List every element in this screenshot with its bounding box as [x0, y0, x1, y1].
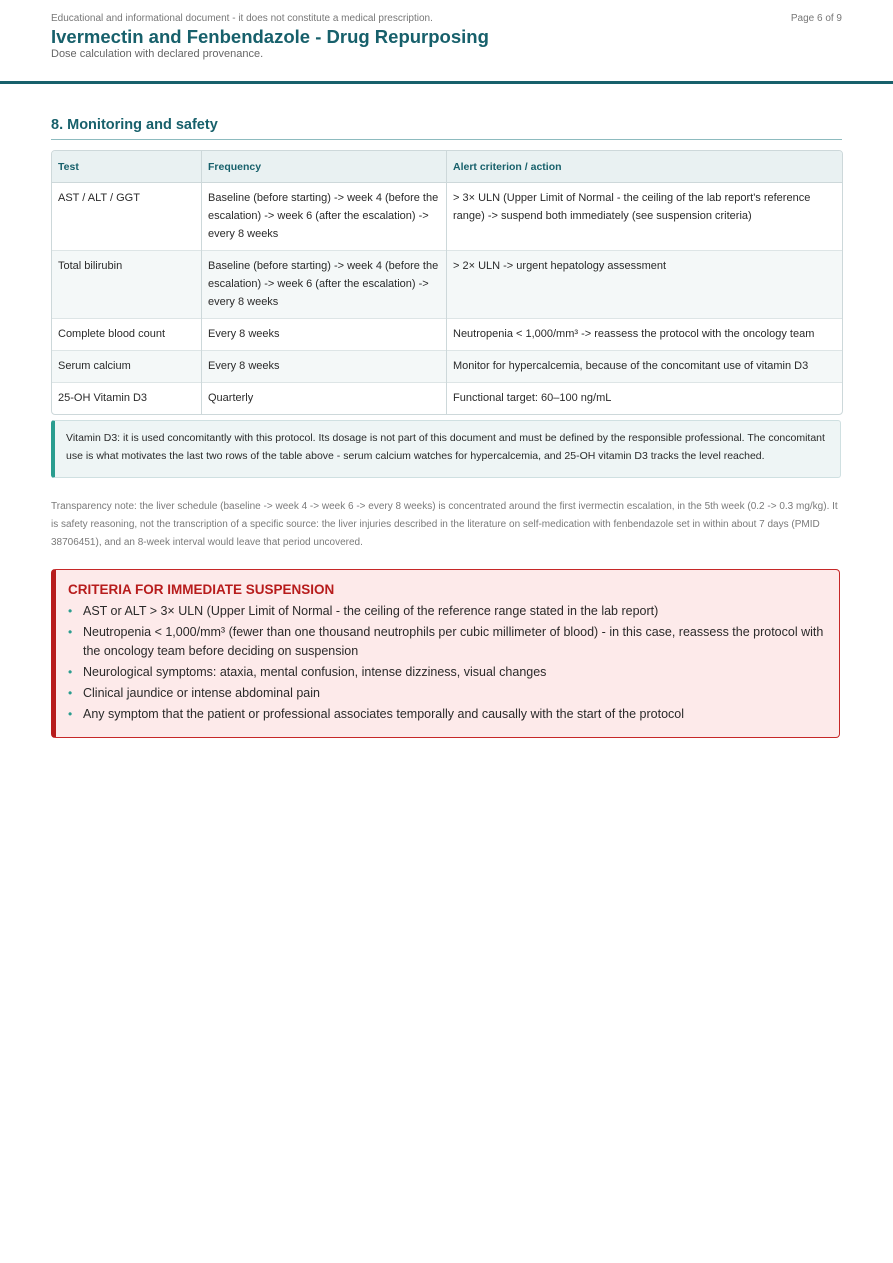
- suspension-criteria-title: CRITERIA FOR IMMEDIATE SUSPENSION: [68, 582, 335, 597]
- page-number: Page 6 of 9: [790, 13, 842, 24]
- suspension-criteria-box: [51, 569, 840, 738]
- list-item: [68, 663, 827, 682]
- cell-frequency: Quarterly: [202, 383, 447, 415]
- cell-alert: > 3× ULN (Upper Limit of Normal - the ceiling of the lab report's reference range) -> suspend both immediately (see suspension criteria): [447, 183, 843, 251]
- cell-test: Complete blood count: [52, 319, 202, 351]
- vitamin-d3-note: Vitamin D3: it is used concomitantly with this protocol. Its dosage is not part of this document and must be defined by the responsible professional. The concomitant use is what motivates the last two rows of the table above - serum calcium watches for hypercalcemia, and 25-OH vitamin D3 tracks the level reached.: [51, 420, 841, 478]
- bullet-icon: •: [68, 706, 73, 721]
- table-row: [52, 383, 842, 415]
- section-title: 8. Monitoring and safety: [51, 117, 842, 140]
- list-item: [68, 684, 827, 703]
- list-item-text: Clinical jaundice or intense abdominal pain: [83, 685, 320, 700]
- bullet-icon: •: [68, 685, 73, 700]
- cell-test: Total bilirubin: [52, 251, 202, 319]
- table-header-row: [52, 151, 842, 183]
- table-row: [52, 251, 842, 319]
- cell-frequency: Baseline (before starting) -> week 4 (before the escalation) -> week 6 (after the escalation) -> every 8 weeks: [202, 251, 447, 319]
- monitoring-table: [51, 150, 843, 415]
- table-row: [52, 319, 842, 351]
- bullet-icon: •: [68, 625, 73, 639]
- transparency-note: Transparency note: the liver schedule (baseline -> week 4 -> week 6 -> every 8 weeks) is concentrated around the first ivermectin escalation, in the 5th week (0.2 -> 0.3 mg/kg). It is safety reasoning, not the transcription of a specific source: the liver injuries described in the literature on self-medication with fenbendazole set in within about 7 days (PMID 38706451), and an 8-week interval would leave that period uncovered.: [51, 501, 838, 548]
- document-subtitle: Dose calculation with declared provenance.: [51, 48, 264, 60]
- list-item: [68, 623, 827, 660]
- cell-test: AST / ALT / GGT: [52, 183, 202, 251]
- disclaimer: Educational and informational document - it does not constitute a medical prescription.: [51, 13, 433, 24]
- list-item-text: Neutropenia < 1,000/mm³ (fewer than one thousand neutrophils per cubic millimeter of blood) - in this case, reassess the protocol with the oncology team before deciding on suspension: [83, 625, 824, 658]
- document-title: Ivermectin and Fenbendazole - Drug Repurposing: [51, 26, 489, 47]
- bullet-icon: •: [68, 664, 73, 679]
- bullet-icon: •: [68, 604, 73, 618]
- list-item-text: Neurological symptoms: ataxia, mental confusion, intense dizziness, visual changes: [83, 664, 547, 679]
- table-row: [52, 351, 842, 383]
- list-item-text: Any symptom that the patient or professional associates temporally and causally with the start of the protocol: [83, 706, 685, 721]
- cell-frequency: Baseline (before starting) -> week 4 (before the escalation) -> week 6 (after the escalation) -> every 8 weeks: [202, 183, 447, 251]
- list-item: [68, 705, 827, 724]
- page-header: [0, 0, 893, 84]
- cell-alert: Monitor for hypercalcemia, because of the concomitant use of vitamin D3: [447, 351, 843, 383]
- cell-test: 25-OH Vitamin D3: [52, 383, 202, 415]
- suspension-criteria-list: [68, 602, 827, 723]
- cell-alert: Neutropenia < 1,000/mm³ -> reassess the protocol with the oncology team: [447, 319, 843, 351]
- list-item-text: AST or ALT > 3× ULN (Upper Limit of Normal - the ceiling of the reference range stated in the lab report): [83, 604, 659, 618]
- header-test: Test: [52, 151, 202, 183]
- table-row: [52, 183, 842, 251]
- cell-frequency: Every 8 weeks: [202, 351, 447, 383]
- cell-test: Serum calcium: [52, 351, 202, 383]
- header-alert-criterion: Alert criterion / action: [447, 151, 843, 183]
- header-frequency: Frequency: [202, 151, 447, 183]
- cell-alert: > 2× ULN -> urgent hepatology assessment: [447, 251, 843, 319]
- cell-alert: Functional target: 60–100 ng/mL: [447, 383, 843, 415]
- list-item: [68, 602, 827, 621]
- cell-frequency: Every 8 weeks: [202, 319, 447, 351]
